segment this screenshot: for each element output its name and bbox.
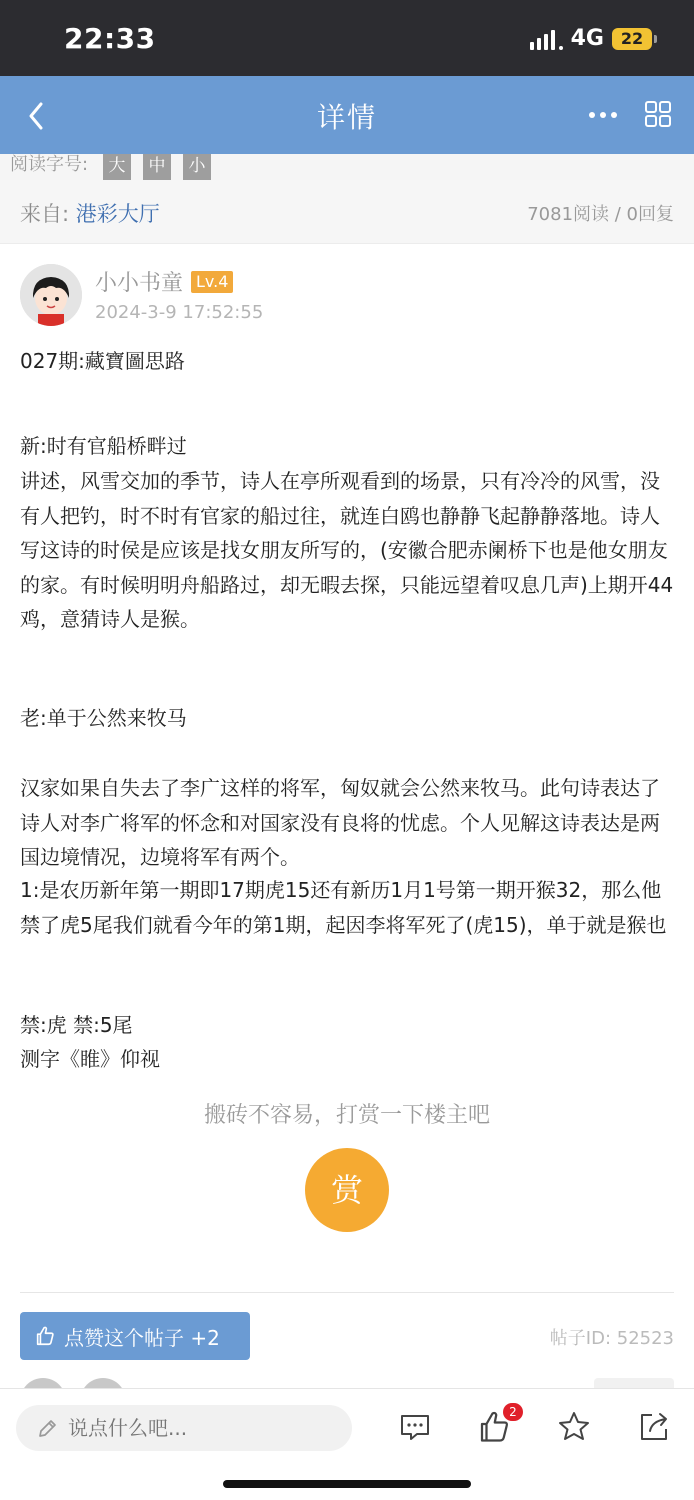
like-post-label: 点赞这个帖子 +2 [64, 1325, 220, 1350]
comment-box[interactable] [16, 1405, 352, 1451]
forum-link[interactable]: 港彩大厅 [75, 202, 160, 226]
paragraph-char-test: 测字《睢》仰视 [20, 1047, 160, 1071]
more-button[interactable] [584, 98, 624, 132]
paragraph-new-explain: 讲述，风雪交加的季节，诗人在亭所观看到的场景，只有冷冷的风雪，没有人把钓，时不时有官家的船过往，就连白鸥也静静飞起静静落地。诗人写这诗的时侯是应该是找女朋友所写的，(安徽合肥赤阑桥下也是他女朋友的家。有时候明明舟船路过，却无暇去探，只能远望着叹息几声)上期开44鸡，意猜诗人是猴。 [20, 469, 674, 631]
share-icon [636, 1409, 672, 1445]
more-dots-icon [584, 98, 624, 132]
font-size-small-button[interactable]: 小 [183, 154, 211, 180]
nav-bar [0, 76, 694, 154]
signal-icon [530, 28, 563, 50]
post-id: 帖子ID: 52523 [549, 1328, 674, 1349]
source-bar [0, 180, 694, 244]
grid-menu-button[interactable] [640, 98, 676, 132]
author-name[interactable]: 小小书童 [95, 271, 184, 296]
reward-hint: 搬砖不容易，打赏一下楼主吧 [203, 1103, 490, 1128]
home-indicator [223, 1480, 471, 1488]
avatar[interactable] [20, 264, 82, 326]
battery-icon: 22 [612, 28, 652, 50]
paragraph-old-explain: 汉家如果自失去了李广这样的将军，匈奴就会公然来牧马。此句诗表达了诗人对李广将军的怀念和对国家没有良将的忧虑。个人见解这诗表达是两国边境情况，边境将军有两个。 [20, 776, 660, 869]
comment-button[interactable] [397, 1409, 433, 1445]
post-stats: 7081阅读 / 0回复 [527, 204, 674, 225]
like-count-badge: 2 [503, 1403, 523, 1421]
comment-input[interactable] [68, 1416, 308, 1440]
grid-icon [640, 98, 676, 132]
thumbs-up-icon [34, 1325, 56, 1347]
paragraph-new: 新:时有官船桥畔过 [20, 434, 187, 458]
status-bar [0, 0, 694, 76]
level-badge: Lv.4 [191, 271, 233, 293]
source-info [20, 198, 160, 228]
star-icon [556, 1409, 592, 1445]
share-button[interactable] [636, 1409, 672, 1445]
status-indicators [530, 26, 652, 51]
reward-button[interactable]: 赏 [305, 1148, 389, 1232]
paragraph-old: 老:单于公然来牧马 [20, 706, 187, 730]
pencil-icon [36, 1416, 60, 1440]
network-type: 4G [570, 26, 604, 51]
font-size-large-button[interactable]: 大 [103, 154, 131, 180]
font-size-medium-button[interactable]: 中 [143, 154, 171, 180]
page-title: 详情 [316, 101, 377, 134]
font-size-label: 阅读字号: [10, 154, 89, 175]
divider [20, 1292, 674, 1293]
source-label: 来自: [20, 202, 70, 226]
status-time: 22:33 [64, 22, 156, 55]
avatar-image [20, 264, 82, 326]
author-info [95, 266, 233, 297]
font-size-bar [0, 154, 694, 180]
favorite-button[interactable] [556, 1409, 592, 1445]
paragraph-analysis: 1:是农历新年第一期即17期虎15还有新历1月1号第一期开猴32，那么他禁了虎5尾我们就看今年的第1期，起因李将军死了(虎15)，单于就是猴也 [20, 878, 667, 937]
comment-icon [397, 1409, 433, 1445]
paragraph-ban: 禁:虎 禁:5尾 [20, 1013, 133, 1037]
like-post-button[interactable] [20, 1312, 250, 1360]
post-time: 2024-3-9 17:52:55 [95, 302, 264, 323]
post-title-line: 027期:藏寶圖思路 [20, 349, 185, 373]
bottom-bar [0, 1388, 694, 1500]
